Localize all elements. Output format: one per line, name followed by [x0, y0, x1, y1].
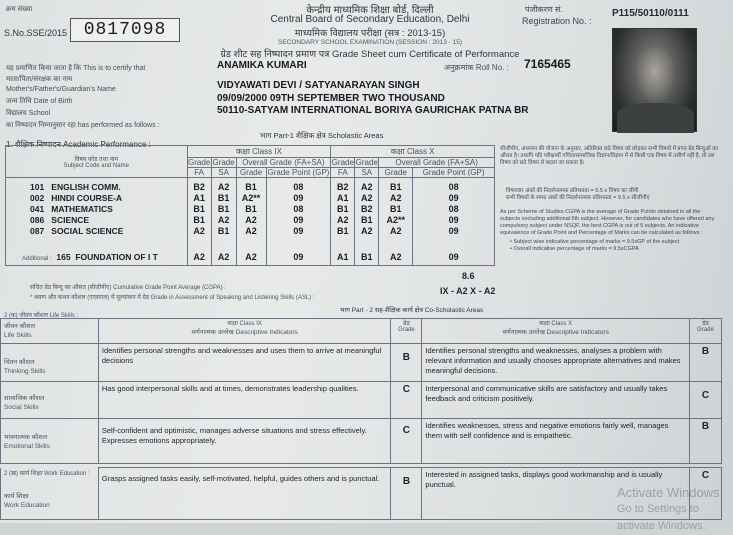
thinking-skills-row: चिंतन कौशल Thinking Skills Identifies personal strengths and weaknesses and uses them to arrive at meaningful decisions B Identifies personal strengths and weaknesses, analyses a problem with relevant information and usually chooses appropriate alternatives and makes meaningful decisions. B — [1, 344, 722, 382]
regno-value: P115/50110/0111 — [612, 8, 689, 19]
life-skills-table — [0, 318, 722, 464]
school-label: विद्यालय School — [6, 110, 51, 117]
fa-header: FA — [331, 168, 355, 178]
student-photo — [612, 28, 697, 132]
fa9-column: B2 A1 B1 B1 A2 A2 — [187, 178, 211, 266]
regno-label: Registration No. : — [522, 16, 592, 26]
certify-label: यह प्रमाणित किया जाता है कि This is to certify that — [6, 65, 146, 72]
asl-grades: IX - A2 X - A2 — [440, 286, 496, 296]
subject-row: 101 ENGLISH COMM. — [30, 182, 121, 192]
scholastic-table — [5, 145, 495, 266]
subject-row: 086 SCIENCE — [30, 215, 90, 225]
dob-label: जन्म तिथि Date of Birth — [6, 98, 73, 105]
overall-grade-header: Overall Grade (FA+SA) — [236, 158, 331, 168]
social-skills-row: सामाजिक कौशल Social Skills Has good interpersonal skills and at times, demonstrates leadership qualities. C Interpersonal and communicative skills are satisfactory and usually takes feedback and criticism positively. C — [1, 382, 722, 419]
regno-label-hi: पंजीकरण सं. — [525, 5, 563, 14]
class10-desc-header: कक्षा Class X वर्णनात्मक उल्लेख Descriptive Indicators — [422, 319, 690, 344]
og10-column: B1 A2 B1 A2** A2 A2 — [379, 178, 413, 266]
parents-label-hi: माता/पिता/संरक्षक का नाम — [6, 76, 73, 83]
subject-row: 087 SOCIAL SCIENCE — [30, 226, 124, 236]
serial-label-hi: क्रम संख्या — [6, 6, 33, 13]
grade-header: Grade — [236, 168, 266, 178]
parents-name: VIDYAWATI DEVI / SATYANARAYAN SINGH — [217, 80, 420, 91]
parents-label: Mother's/Father's/Guardian's Name — [6, 86, 116, 93]
serial-number: 0817098 — [70, 18, 180, 42]
student-name: ANAMIKA KUMARI — [217, 60, 307, 71]
grade-point-header: Grade Point (GP) — [413, 168, 495, 178]
board-name-hi: केन्द्रीय माध्यमिक शिक्षा बोर्ड, दिल्ली — [306, 5, 434, 16]
gp10-column: 08 09 08 09 09 09 — [413, 178, 495, 266]
overall-grade-header: Overall Grade (FA+SA) — [379, 158, 495, 168]
emotional-skills-row: भावनात्मक कौशल Emotional Skills Self-confident and optimistic, manages adverse situations and stress effectively. Expresses emotions appropriately. C Identifies weaknesses, stress and negative emotions fairly well, manages them with self confidence and is empathetic. B — [1, 419, 722, 464]
class10-header: कक्षा Class X — [331, 146, 495, 158]
fa10-column: B2 A1 B1 A2 B1 A1 — [331, 178, 355, 266]
cgpa-note: As per Scheme of Studies CGPA is the average of Grade Points obtained in all the subjects excluding additional 6th subject. However, for candidates who have offered any compulsory subject under NSQF, the best CGPA is out of 5 subjects. An indicative equivalence of Grade Point and Percentage of Marks can be calculated as follows : — [500, 209, 715, 236]
work-education-table: कार्य शिक्षा Work Education Grasps assigned tasks easily, self-motivated, helpful, guides others and is punctual. B Interested in assigned tasks, displays good workmanship and is usually punctual. C — [0, 467, 722, 520]
academic-section-label: 1. शैक्षिक निष्पादन Academic Performance : — [6, 140, 151, 149]
grade-header: Grade — [187, 158, 211, 167]
subject-header-hi: विषय कोड तथा नाम — [74, 156, 119, 163]
asl-label: * श्रवण और कथन कौशल (एएसएल) में मूल्यांकन में ग्रेड Grade in Assessment of Speaking and Listening Skills (ASL) : — [30, 295, 315, 301]
life-skills-header: जीवन कौशल Life Skills — [1, 319, 99, 344]
sa-header: SA — [211, 168, 236, 178]
grade-header: Grade — [379, 168, 413, 178]
document-title: ग्रेड शीट सह निष्पादन प्रमाण पत्र Grade Sheet cum Certificate of Performance — [220, 49, 520, 60]
rollno-label: अनुक्रमांक Roll No. : — [444, 63, 509, 72]
part1-title: भाग Part-1 शैक्षिक क्षेत्र Scholastic Areas — [260, 131, 384, 140]
og9-column: B1 A2** B1 A2 A2 A2 — [236, 178, 266, 266]
grade-header: Grade — [212, 158, 235, 167]
subject-row: 002 HINDI COURSE-A — [30, 193, 123, 203]
roll-number: 7165465 — [524, 57, 571, 71]
part2-title: भाग Part - 2 सह-शैक्षिक कार्य क्षेत्र Co-Scholastic Areas — [340, 307, 484, 314]
grade-point-header: Grade Point (GP) — [267, 168, 330, 177]
sa10-column: A2 A2 B2 B1 A2 B1 — [355, 178, 379, 266]
subject-percentage-note: • Subject wise indicative percentage of marks = 9.5xGP of the subject — [510, 239, 680, 245]
life-skills-section-label: 2 (क) जीवन कौशल Life Skills : — [4, 313, 79, 319]
class9-header: कक्षा Class IX — [187, 146, 331, 158]
sa-header: SA — [355, 168, 379, 178]
sa9-column: A2 B1 B1 A2 B1 A2 — [211, 178, 236, 266]
percentage-note-hi: विषयवार अंकों की निदर्शनात्मक प्रतिशतता = 9.5 x विषय का जीपी सभी विषयों के समग्र अंकों की निदर्शनात्मक प्रतिशतता = 9.5 x सीजीपीए — [506, 188, 650, 201]
class9-desc-header: कक्षा Class IX वर्णनात्मक उल्लेख Descriptive Indicators — [98, 319, 391, 344]
subject-list — [6, 178, 188, 266]
grade-header: Grade — [331, 158, 354, 167]
exam-name: SECONDARY SCHOOL EXAMINATION (SESSION : 2013 - 15) — [278, 39, 462, 46]
work-education-label: 2 (ख) कार्य शिक्षा Work Education : — [4, 471, 90, 477]
grade-header-9: ग्रेड Grade — [391, 319, 422, 344]
grade-header: Grade — [355, 158, 378, 167]
overall-percentage-note: • Overall indicative percentage of marks = 9.5xCGPA — [510, 246, 639, 252]
fa-header: FA — [187, 168, 211, 178]
additional-subject-row: Additional : 165 FOUNDATION OF I T — [22, 252, 158, 262]
gp9-column: 08 09 08 09 09 09 — [266, 178, 331, 266]
activate-windows-watermark: Activate Windows Go to Settings to activate Windows. — [617, 485, 720, 532]
board-name: Central Board of Secondary Education, Delhi — [270, 14, 470, 25]
performed-label: का निष्पादन निम्नानुसार रहा has performed as follows : — [6, 122, 160, 129]
date-of-birth: 09/09/2000 09TH SEPTEMBER TWO THOUSAND — [217, 93, 445, 104]
school-name: 50110-SATYAM INTERNATIONAL BORIYA GAURICHAK PATNA BR — [217, 105, 529, 116]
subject-header: Subject Code and Name — [63, 162, 129, 169]
exam-name-hi: माध्यमिक विद्यालय परीक्षा (सत्र : 2013-15) — [294, 28, 446, 39]
cgpa-value: 8.6 — [462, 271, 475, 281]
cgpa-label: संचित ग्रेड बिन्दु का औसत (सीजीपीए) Cumulative Grade Point Average (CGPA) : — [30, 285, 226, 291]
serial-label: S.No.SSE/2015 — [4, 28, 68, 38]
cgpa-note-hi: सीजीपीए, अध्ययन की योजना के अनुसार, अतिरिक्त छठे विषय को छोड़कर सभी विषयों में प्राप्त ग्रेड बिन्दुओं का औसत है। तथापि यदि परीक्षार्थी गणित/सामाजिक विज्ञान/विज्ञान में से किसी एक विषय में उत्तीर्ण नहीं है, तो उस विषय को छठे विषय से बदला जा सकता है। — [500, 146, 718, 166]
grade-header-10: ग्रेड Grade — [690, 319, 722, 344]
subject-row: 041 MATHEMATICS — [30, 204, 113, 214]
